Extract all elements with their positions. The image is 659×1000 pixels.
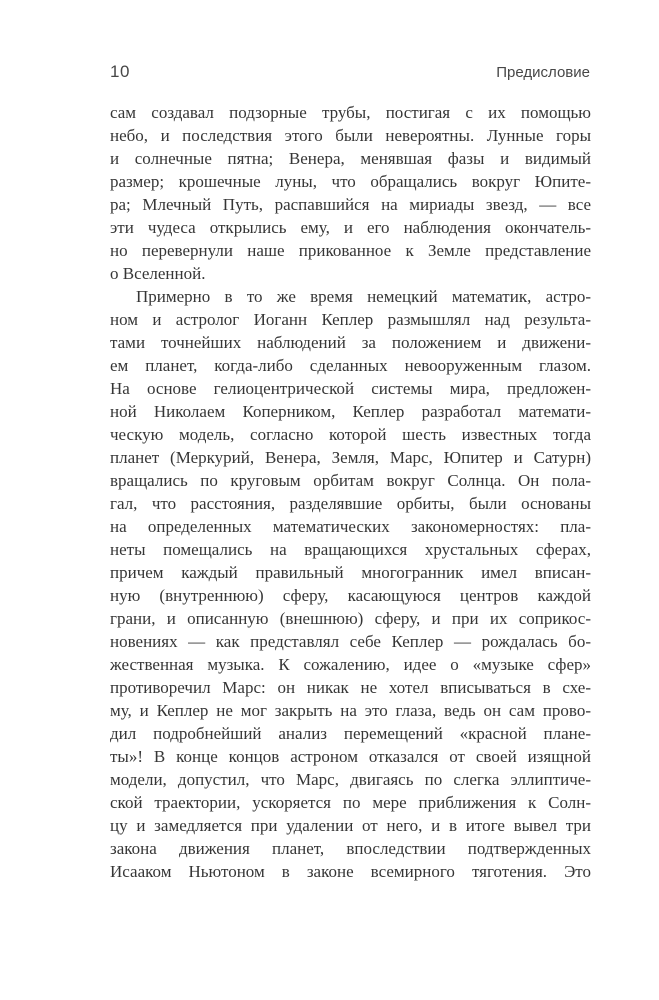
text-line: дил подробнейший анализ перемещений «красной плане-	[110, 724, 591, 743]
text-line: жественная музыка. К сожалению, идее о «музыке сфер»	[110, 655, 591, 674]
text-line: закона движения планет, впоследствии подтвержденных	[110, 839, 591, 858]
paragraph	[110, 285, 591, 883]
text-line: цу и замедляется при удалении от него, и в итоге вывел три	[110, 816, 591, 835]
text-line: модели, допустил, что Марс, двигаясь по слегка эллиптиче-	[110, 770, 591, 789]
text-line: ном и астролог Иоганн Кеплер размышлял над результа-	[110, 310, 591, 329]
text-line: ческую модель, согласно которой шесть известных тогда	[110, 425, 591, 444]
text-line: ную (внутреннюю) сферу, касающуюся центров каждой	[110, 586, 591, 605]
body-text	[110, 101, 591, 883]
text-line: причем каждый правильный многогранник имел вписан-	[110, 563, 591, 582]
text-line: о Вселенной.	[110, 264, 206, 283]
text-line: му, и Кеплер не мог закрыть на это глаза, ведь он сам прово-	[110, 701, 591, 720]
text-line: но перевернули наше прикованное к Земле представление	[110, 241, 591, 260]
chapter-header-title: Предисловие	[496, 64, 590, 81]
text-line: размер; крошечные луны, что обращались вокруг Юпите-	[110, 172, 591, 191]
page-number: 10	[110, 62, 130, 81]
text-line: На основе гелиоцентрической системы мира, предложен-	[110, 379, 591, 398]
text-line: противоречил Марс: он никак не хотел вписываться в схе-	[110, 678, 591, 697]
text-line: сам создавал подзорные трубы, постигая с их помощью	[110, 103, 591, 122]
text-line: эти чудеса открылись ему, и его наблюдения окончатель-	[110, 218, 591, 237]
text-line: на определенных математических закономерностях: пла-	[110, 517, 591, 536]
text-line: неты помещались на вращающихся хрустальных сферах,	[110, 540, 591, 559]
text-line: вращались по круговым орбитам вокруг Солнца. Он пола-	[110, 471, 591, 490]
text-line: Исааком Ньютоном в законе всемирного тяготения. Это	[110, 862, 591, 881]
paragraph	[110, 101, 591, 285]
text-line: ра; Млечный Путь, распавшийся на мириады звезд, — все	[110, 195, 591, 214]
text-line: ем планет, когда-либо сделанных невооруженным глазом.	[110, 356, 591, 375]
text-line: и солнечные пятна; Венера, менявшая фазы и видимый	[110, 149, 591, 168]
text-line: ты»! В конце концов астроном отказался от своей изящной	[110, 747, 591, 766]
text-line: новениях — как представлял себе Кеплер — рождалась бо-	[110, 632, 591, 651]
text-line: гал, что расстояния, разделявшие орбиты, были основаны	[110, 494, 591, 513]
text-line: ской траектории, ускоряется по мере приближения к Солн-	[110, 793, 591, 812]
text-line: небо, и последствия этого были невероятны. Лунные горы	[110, 126, 591, 145]
text-line: грани, и описанную (внешнюю) сферу, и при их соприкос-	[110, 609, 591, 628]
text-line: Примерно в то же время немецкий математик, астро-	[136, 287, 591, 306]
text-line: тами точнейших наблюдений за положением и движени-	[110, 333, 591, 352]
running-head	[110, 62, 590, 82]
text-line: ной Николаем Коперником, Кеплер разработал математи-	[110, 402, 591, 421]
text-line: планет (Меркурий, Венера, Земля, Марс, Юпитер и Сатурн)	[110, 448, 591, 467]
